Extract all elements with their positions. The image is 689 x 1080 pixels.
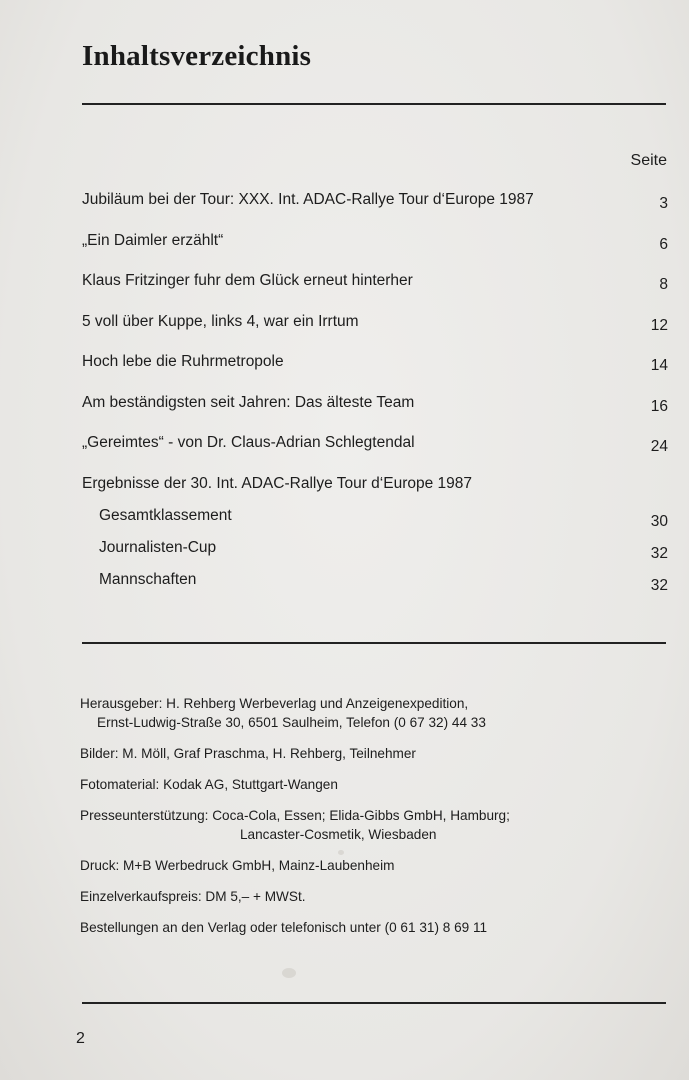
toc-entry	[82, 229, 668, 270]
toc-sub-entry-page: 32	[650, 576, 668, 594]
toc-entry-title: Klaus Fritzinger fuhr dem Glück erneut hinterher	[82, 272, 413, 289]
toc-entry-page: 24	[650, 438, 668, 455]
imprint-press-support: Presseunterstützung: Coca-Cola, Essen; Elida-Gibbs GmbH, Hamburg;	[80, 808, 510, 823]
toc-entry	[82, 391, 668, 432]
toc-sub-entry-title: Journalisten-Cup	[99, 538, 217, 556]
page-title: Inhaltsverzeichnis	[82, 40, 312, 72]
toc-entry-page: 12	[650, 316, 668, 334]
toc-entry-title: „Gereimtes“ - von Dr. Claus-Adrian Schlegtendal	[82, 434, 415, 451]
toc-entry-title: „Ein Daimler erzählt“	[82, 231, 224, 249]
imprint-price: Einzelverkaufspreis: DM 5,– + MWSt.	[80, 889, 306, 904]
toc-sub-entry	[82, 536, 668, 568]
toc-entry	[82, 188, 668, 229]
imprint-press-support-cont: Lancaster-Cosmetik, Wiesbaden	[240, 827, 437, 842]
toc-entry	[82, 472, 668, 504]
imprint-print: Druck: M+B Werbedruck GmbH, Mainz-Laubenheim	[80, 858, 395, 873]
toc-entry-page: 14	[650, 357, 668, 374]
imprint-photo-material: Fotomaterial: Kodak AG, Stuttgart-Wangen	[80, 777, 338, 792]
toc-entry-title: Am beständigsten seit Jahren: Das älteste Team	[82, 393, 415, 411]
toc-entry	[82, 350, 668, 391]
page-column-header: Seite	[630, 152, 667, 169]
toc-entry-page: 16	[650, 397, 668, 415]
toc-entry-page: 3	[659, 195, 668, 212]
toc-entry-page: 6	[659, 235, 668, 253]
toc-entry	[82, 269, 668, 310]
toc-entry	[82, 310, 668, 351]
toc-sub-entry-page: 30	[650, 512, 668, 530]
toc-sub-entry-title: Mannschaften	[99, 570, 197, 588]
middle-divider	[82, 642, 666, 644]
toc-sub-entry-title: Gesamtklassement	[99, 506, 232, 524]
imprint-pictures: Bilder: M. Möll, Graf Praschma, H. Rehberg, Teilnehmer	[80, 746, 416, 761]
toc-sub-entry	[82, 568, 668, 600]
table-of-contents	[82, 188, 668, 600]
toc-entry-title: Ergebnisse der 30. Int. ADAC-Rallye Tour d‘Europe 1987	[82, 474, 473, 492]
toc-entry-page: 8	[659, 276, 668, 293]
paper-stain	[282, 968, 296, 978]
page-number: 2	[76, 1030, 85, 1047]
top-divider	[82, 103, 666, 105]
toc-sub-entry-page: 32	[650, 544, 668, 562]
toc-entry	[82, 431, 668, 472]
imprint-publisher: Herausgeber: H. Rehberg Werbeverlag und Anzeigenexpedition,	[80, 696, 469, 711]
toc-sub-entry	[82, 504, 668, 536]
toc-entry-title: Jubiläum bei der Tour: XXX. Int. ADAC-Rallye Tour d‘Europe 1987	[82, 191, 534, 208]
imprint	[80, 694, 670, 937]
toc-entry-title: 5 voll über Kuppe, links 4, war ein Irrtum	[82, 312, 359, 330]
bottom-divider	[82, 1002, 666, 1004]
toc-entry-title: Hoch lebe die Ruhrmetropole	[82, 353, 284, 370]
imprint-orders: Bestellungen an den Verlag oder telefonisch unter (0 61 31) 8 69 11	[80, 920, 488, 935]
imprint-publisher-address: Ernst-Ludwig-Straße 30, 6501 Saulheim, Telefon (0 67 32) 44 33	[97, 715, 486, 730]
